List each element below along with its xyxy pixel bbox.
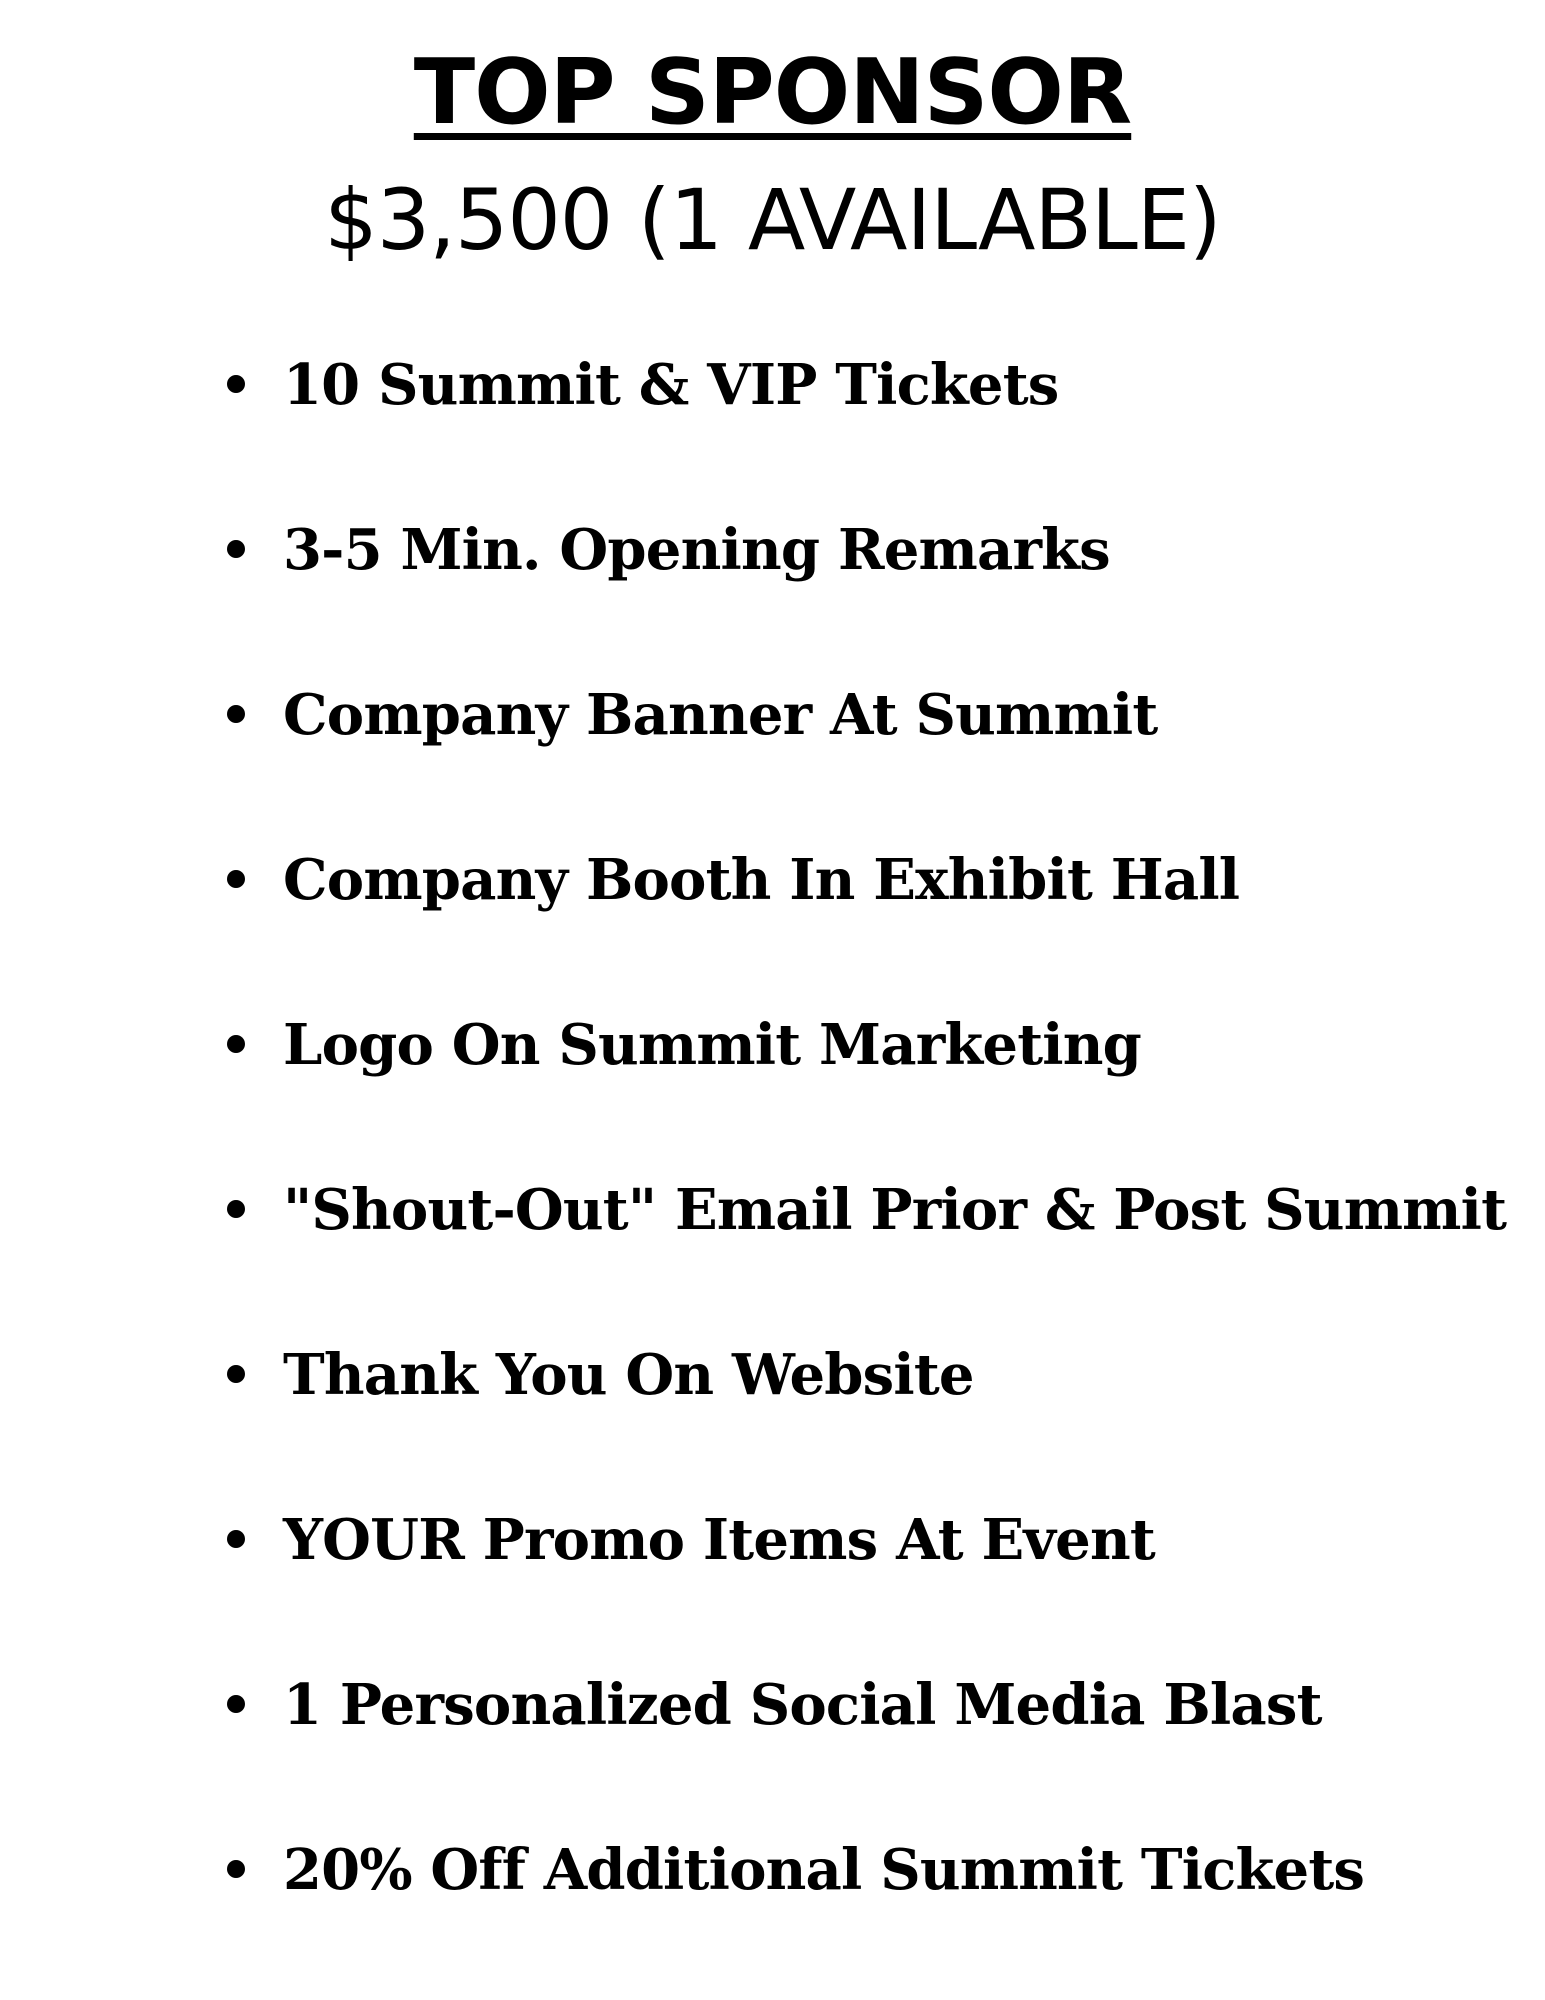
bullet-icon xyxy=(227,1695,245,1713)
bullet-icon xyxy=(227,1860,245,1878)
benefit-text: 1 Personalized Social Media Blast xyxy=(283,1672,1322,1738)
title-text: TOP SPONSOR xyxy=(413,40,1132,145)
benefit-text: "Shout-Out" Email Prior & Post Summit xyxy=(283,1177,1507,1243)
list-item xyxy=(0,830,1545,995)
benefit-text: 3-5 Min. Opening Remarks xyxy=(283,517,1110,583)
list-item xyxy=(0,665,1545,830)
benefit-text: YOUR Promo Items At Event xyxy=(283,1507,1155,1573)
list-item xyxy=(0,1820,1545,1985)
benefits-list xyxy=(0,335,1545,1985)
bullet-icon xyxy=(227,1200,245,1218)
list-item xyxy=(0,1160,1545,1325)
bullet-icon xyxy=(227,1365,245,1383)
list-item xyxy=(0,335,1545,500)
benefit-text: Company Booth In Exhibit Hall xyxy=(283,847,1240,913)
benefit-text: Company Banner At Summit xyxy=(283,682,1158,748)
page-title xyxy=(0,38,1545,148)
bullet-icon xyxy=(227,870,245,888)
bullet-icon xyxy=(227,375,245,393)
benefit-text: Thank You On Website xyxy=(283,1342,974,1408)
list-item xyxy=(0,1325,1545,1490)
price-line: $3,500 (1 AVAILABLE) xyxy=(324,171,1221,269)
list-item xyxy=(0,1655,1545,1820)
list-item xyxy=(0,1490,1545,1655)
list-item xyxy=(0,500,1545,665)
benefit-text: Logo On Summit Marketing xyxy=(283,1012,1142,1078)
list-item xyxy=(0,995,1545,1160)
bullet-icon xyxy=(227,1035,245,1053)
benefit-text: 10 Summit & VIP Tickets xyxy=(283,352,1059,418)
benefit-text: 20% Off Additional Summit Tickets xyxy=(283,1837,1365,1903)
bullet-icon xyxy=(227,540,245,558)
bullet-icon xyxy=(227,1530,245,1548)
bullet-icon xyxy=(227,705,245,723)
